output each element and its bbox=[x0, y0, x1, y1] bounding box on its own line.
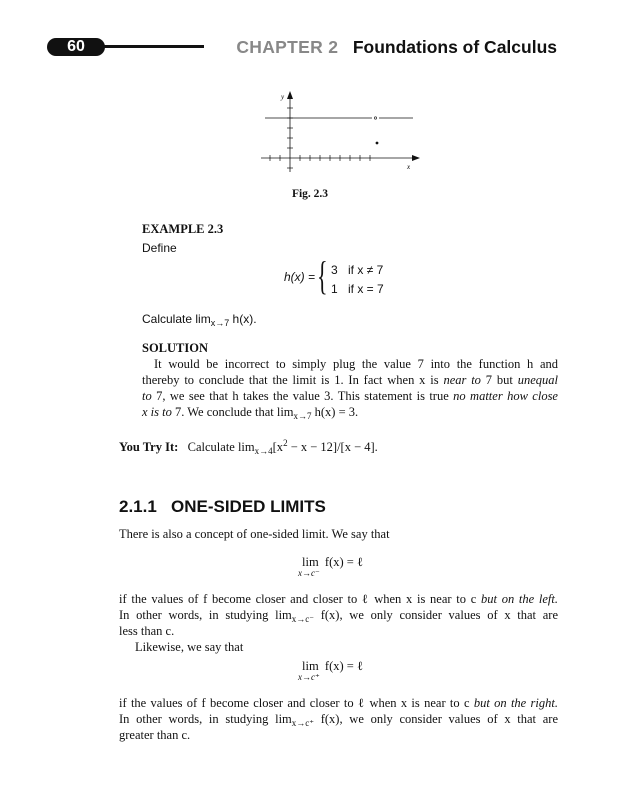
y-axis-label: y bbox=[281, 93, 285, 101]
section-intro: There is also a concept of one-sided limit. We say that bbox=[119, 527, 390, 541]
left-limit-subscript: x→c⁻ bbox=[298, 568, 320, 578]
right-line-1: if the values of f become closer and closer to ℓ when x is near to c but on the right. bbox=[119, 696, 558, 710]
chapter-title: Foundations of Calculus bbox=[352, 37, 557, 57]
case-2-value: 1 bbox=[331, 282, 338, 296]
figure-caption: Fig. 2.3 bbox=[291, 188, 329, 200]
right-limit-equation: lim f(x) = ℓ bbox=[302, 659, 363, 673]
function-name: h(x) = bbox=[284, 270, 316, 284]
example-define: Define bbox=[142, 241, 177, 255]
left-line-3: less than c. bbox=[119, 624, 175, 638]
chapter-heading bbox=[236, 37, 557, 58]
figure-graph bbox=[255, 88, 425, 184]
chapter-label: CHAPTER 2 bbox=[236, 37, 339, 57]
left-line-2: In other words, in studying $\lim_{x\to c^-} f(x)$, we only consider values of x that are bbox=[119, 608, 558, 624]
section-heading: 2.1.1 ONE-SIDED LIMITS bbox=[119, 497, 326, 516]
right-limit-subscript: x→c⁺ bbox=[298, 672, 320, 682]
page-number: 60 bbox=[47, 38, 105, 56]
case-2-condition: if x = 7 bbox=[348, 282, 384, 296]
case-1-value: 3 bbox=[331, 263, 338, 277]
piecewise-brace: { bbox=[317, 253, 328, 298]
open-point bbox=[374, 117, 376, 119]
solution-line-3: to 7, we see that h takes the value 3. This statement is true no matter how close bbox=[142, 389, 558, 403]
x-axis-label: x bbox=[407, 163, 411, 171]
example-question: Calculate $\lim_{x\to 7} h(x)$. bbox=[142, 312, 257, 328]
right-line-3: greater than c. bbox=[119, 728, 191, 742]
left-limit-equation: lim f(x) = ℓ bbox=[302, 555, 363, 569]
x-axis-arrow bbox=[412, 155, 420, 161]
example-title: EXAMPLE 2.3 bbox=[142, 222, 224, 236]
solution-title: SOLUTION bbox=[142, 341, 208, 355]
you-try-it: You Try It: Calculate $\lim_{x\to 4}[x^2 - x - 12]/[x - 4]$. bbox=[119, 438, 378, 456]
solution-line-1: It would be incorrect to simply plug the value 7 into the function h and bbox=[154, 357, 558, 371]
solution-line-4: x is to 7. We conclude that $\lim_{x\to 7} h(x) = 3$. bbox=[142, 405, 359, 421]
solution-line-2: thereby to conclude that the limit is 1. In fact when x is near to 7 but unequal bbox=[142, 373, 558, 387]
case-1-condition: if x ≠ 7 bbox=[348, 263, 384, 277]
filled-point bbox=[376, 142, 379, 145]
likewise-line: Likewise, we say that bbox=[135, 640, 244, 654]
header-rule bbox=[98, 45, 204, 48]
right-line-2: In other words, in studying $\lim_{x\to c^+} f(x)$, we only consider values of x that are bbox=[119, 712, 558, 728]
left-line-1: if the values of f become closer and closer to ℓ when x is near to c but on the left. bbox=[119, 592, 558, 606]
y-axis-arrow bbox=[287, 91, 293, 99]
